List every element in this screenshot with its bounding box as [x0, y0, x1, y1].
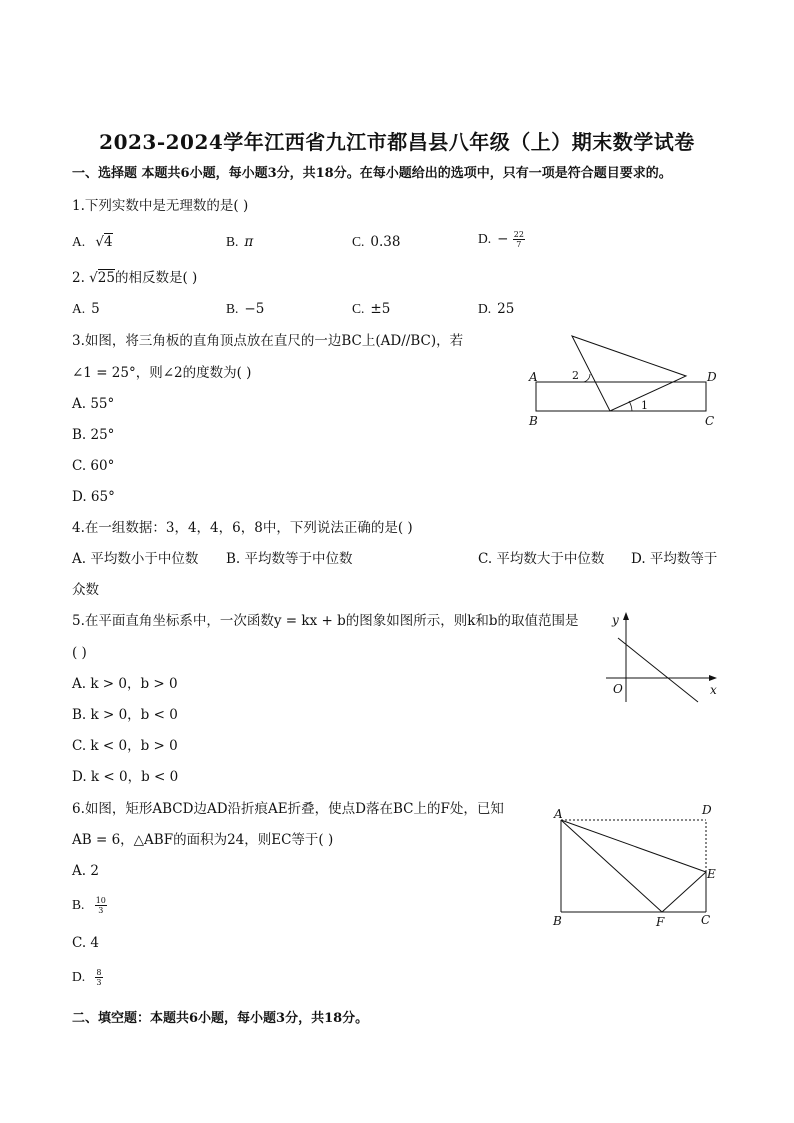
question-4-stem: 4.在一组数据：3，4，4，6，8中，下列说法正确的是( ): [72, 520, 413, 536]
q4-option-c[interactable]: C. 平均数大于中位数: [478, 551, 605, 567]
page-title: 2023-2024学年江西省九江市都昌县八年级（上）期末数学试卷: [99, 130, 695, 154]
q1-option-d[interactable]: D. − $\frac{22}{7}$: [478, 230, 524, 249]
label-angle-2: 2: [572, 369, 579, 382]
function-line: [618, 638, 698, 702]
question-1-stem: 1.下列实数中是无理数的是( ): [72, 198, 249, 214]
label-A: A: [554, 807, 563, 821]
set-square-triangle: [572, 336, 686, 411]
q5-option-c[interactable]: C. k < 0，b > 0: [72, 738, 178, 754]
q3-option-a[interactable]: A. 55°: [72, 396, 115, 412]
label-x: x: [710, 683, 717, 697]
label-angle-1: 1: [641, 399, 648, 412]
label-F: F: [656, 915, 665, 929]
q2-option-d[interactable]: D. 25: [478, 301, 515, 317]
q3-option-c[interactable]: C. 60°: [72, 458, 115, 474]
q4-option-d[interactable]: D. 平均数等于: [631, 551, 718, 567]
label-C: C: [705, 414, 715, 428]
q3-figure-ruler-triangle: [520, 330, 730, 435]
radicand: 4: [104, 234, 113, 250]
sqrt-symbol: √: [89, 270, 98, 286]
section-1-heading: 一、选择题 本题共6小题，每小题3分，共18分。在每小题给出的选项中，只有一项是符合题目要求的。: [72, 166, 672, 181]
q3-option-d[interactable]: D. 65°: [72, 489, 115, 505]
label-B: B: [529, 414, 538, 428]
section-2-heading: 二、填空题：本题共6小题，每小题3分，共18分。: [72, 1011, 369, 1026]
q4-option-a[interactable]: A. 平均数小于中位数: [72, 551, 199, 567]
q4-option-b[interactable]: B. 平均数等于中位数: [226, 551, 353, 567]
q6-option-c[interactable]: C. 4: [72, 935, 100, 951]
label-A: A: [529, 370, 538, 384]
q5-figure-linear-function: [600, 610, 725, 705]
fraction: $\frac{22}{7}$: [513, 230, 524, 249]
angle-1-arc: [629, 401, 632, 411]
q1-option-b[interactable]: B. π: [226, 234, 254, 250]
question-3-stem-line2: ∠1 = 25°，则∠2的度数为( ): [72, 365, 252, 381]
q4-option-d-continued: 众数: [72, 582, 99, 598]
q2-option-b[interactable]: B. −5: [226, 301, 265, 317]
fraction: $\frac{8}{3}$: [96, 968, 102, 987]
q5-option-a[interactable]: A. k > 0，b > 0: [72, 676, 178, 692]
ruler-rect: [536, 382, 706, 411]
label-C: C: [701, 913, 711, 927]
q6-option-b[interactable]: B. $\frac{10}{3}$: [72, 896, 106, 915]
question-3-stem-line1: 3.如图，将三角板的直角顶点放在直尺的一边BC上(AD//BC)，若: [72, 333, 464, 349]
question-5-stem-line1: 5.在平面直角坐标系中，一次函数y = kx + b的图象如图所示，则k和b的取值范围是: [72, 613, 579, 629]
angle-2-arc: [583, 374, 590, 382]
q1-option-a[interactable]: A. √4: [72, 234, 113, 250]
q5-option-d[interactable]: D. k < 0，b < 0: [72, 769, 179, 785]
label-E: E: [707, 867, 716, 881]
question-5-stem-line2: ( ): [72, 645, 87, 661]
q6-option-a[interactable]: A. 2: [72, 863, 99, 879]
fold-AE: [561, 820, 706, 872]
label-B: B: [553, 914, 562, 928]
question-6-stem-line1: 6.如图，矩形ABCD边AD沿折痕AE折叠，使点D落在BC上的F处，已知: [72, 801, 504, 817]
q5-option-b[interactable]: B. k > 0，b < 0: [72, 707, 178, 723]
q2-option-a[interactable]: A. 5: [72, 301, 100, 317]
question-6-stem-line2: AB = 6，△ABF的面积为24，则EC等于( ): [72, 832, 334, 848]
q2-option-c[interactable]: C. ±5: [352, 301, 391, 317]
label-origin: O: [613, 682, 623, 696]
label-D: D: [702, 803, 712, 817]
q6-figure-folded-rectangle: [548, 800, 728, 935]
q1-option-c[interactable]: C. 0.38: [352, 234, 401, 250]
q6-option-d[interactable]: D. $\frac{8}{3}$: [72, 968, 102, 987]
x-axis-arrow: [709, 675, 717, 681]
fraction: $\frac{10}{3}$: [95, 896, 106, 915]
segment-FE: [662, 872, 706, 912]
question-2-stem: 2. √25的相反数是( ): [72, 270, 198, 286]
label-D: D: [707, 370, 717, 384]
q3-option-b[interactable]: B. 25°: [72, 427, 115, 443]
segment-AF: [561, 820, 662, 912]
y-axis-arrow: [623, 612, 629, 620]
sqrt-symbol: √: [95, 234, 105, 250]
label-y: y: [612, 613, 619, 627]
